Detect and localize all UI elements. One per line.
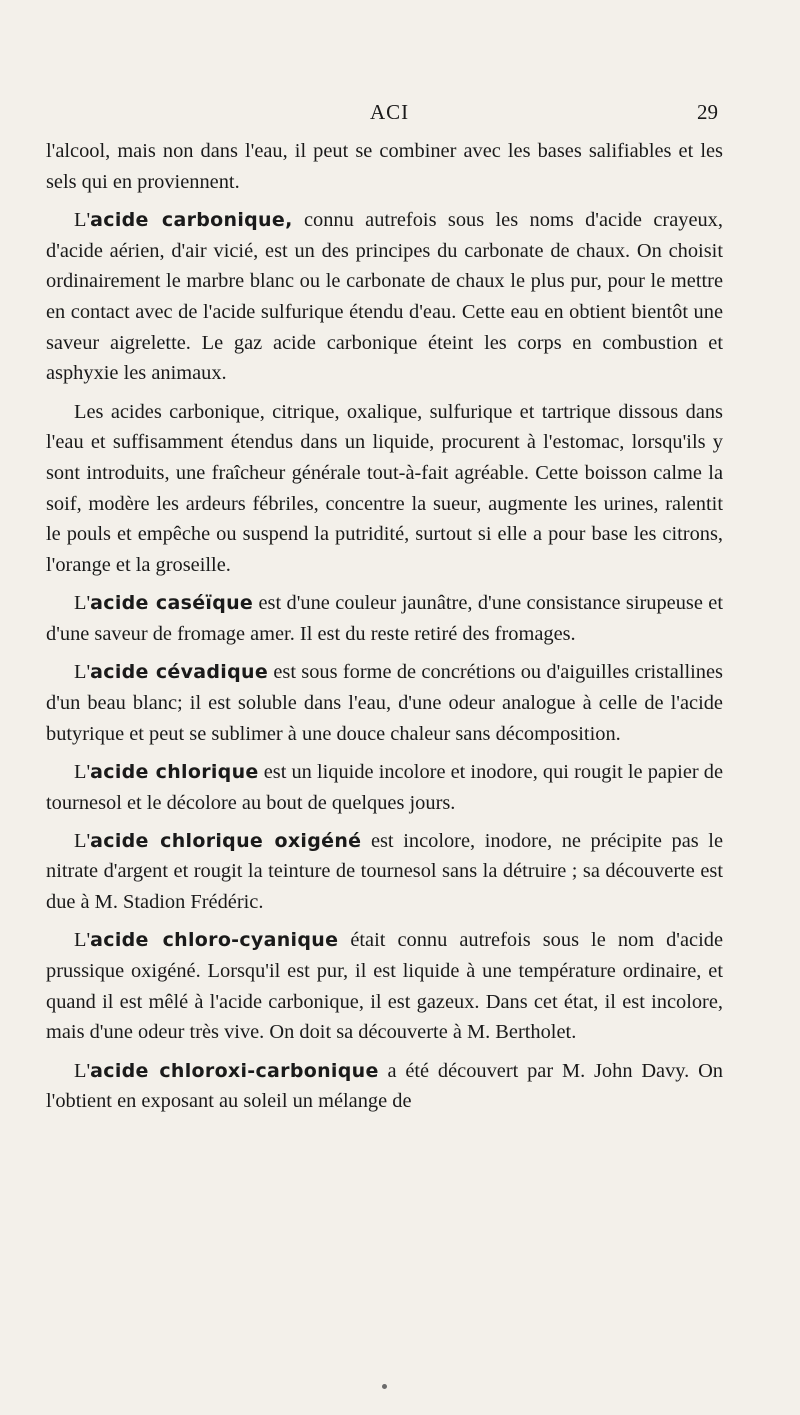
entry-article: L' (74, 1059, 91, 1082)
entry-article: L' (74, 929, 91, 952)
entry-text: a été découvert par M. John Davy. On l'obtient en exposant au soleil un mélange de (46, 1059, 723, 1113)
entry-term: acide caséïque (90, 592, 254, 615)
entry-text: était connu autrefois sous le nom d'acide prussique oxigéné. Lorsqu'il est pur, il est liquide à une température ordinaire, et quand il est mêlé à l'acide carbonique, il est gazeux. Dans cet état, il est incolore, mais d'une odeur très vive. On doit sa découverte à M. Bertholet. (46, 929, 723, 1044)
entry-acide-chlorique-oxigene (46, 826, 723, 918)
entry-acide-chloro-cyanique (46, 925, 723, 1048)
entry-article: L' (74, 208, 91, 231)
page-speck (382, 1384, 387, 1389)
entry-text: connu autrefois sous les noms d'acide crayeux, d'acide aérien, d'air vicié, est un des principes du carbonate de chaux. On choisit ordinairement le marbre blanc ou le carbonate de chaux le plus pur, pour le mettre en contact avec de l'acide sulfurique étendu d'eau. Cette eau en obtient bientôt une saveur aigrelette. Le gaz acide carbonique éteint les corps en combustion et asphyxie les animaux. (46, 208, 723, 385)
entry-term: acide chloro-cyanique (90, 929, 339, 952)
paragraph-text: Les acides carbonique, citrique, oxalique, sulfurique et tartrique dissous dans l'eau et suffisamment étendus dans un liquide, procurent à l'estomac, lorsqu'ils y sont introduits, une fraîcheur générale tout-à-fait agréable. Cette boisson calme la soif, modère les ardeurs fébriles, concentre la sueur, augmente les urines, ralentit le pouls et empêche ou suspend la putridité, surtout si elle a pour base les citrons, l'orange et la groseille. (46, 400, 723, 577)
entry-acide-chloroxi-carbonique (46, 1056, 723, 1117)
body-text (46, 136, 723, 1117)
entry-acide-chlorique (46, 757, 723, 818)
entry-term: acide chloroxi-carbonique (90, 1059, 379, 1082)
entry-term: acide carbonique, (90, 208, 293, 231)
entry-text: est incolore, inodore, ne précipite pas le nitrate d'argent et rougit la teinture de tournesol sans la détruire ; sa découverte est due à M. Stadion Frédéric. (46, 829, 723, 914)
running-head (0, 100, 800, 130)
entry-term: acide chlorique oxigéné (90, 829, 362, 852)
entry-acide-cevadique (46, 657, 723, 749)
entry-text: est un liquide incolore et inodore, qui rougit le papier de tournesol et le décolore au bout de quelques jours. (46, 760, 724, 814)
entry-acide-caseique (46, 588, 723, 649)
page-number: 29 (697, 100, 718, 124)
entry-text: est sous forme de concrétions ou d'aiguilles cristallines d'un beau blanc; il est soluble dans l'eau, d'une odeur analogue à celle de l'acide butyrique et peut se sublimer à une douce chaleur sans décomposition. (46, 661, 723, 745)
entry-text: est d'une couleur jaunâtre, d'une consistance sirupeuse et d'une saveur de fromage amer. Il est du reste retiré des fromages. (46, 592, 723, 646)
entry-acide-carbonique (46, 205, 723, 389)
entry-article: L' (74, 829, 91, 852)
entry-article: L' (74, 760, 91, 783)
entry-article: L' (74, 661, 91, 684)
paragraph-acides-boisson (46, 397, 723, 581)
entry-article: L' (74, 592, 91, 615)
paragraph-continuation (46, 136, 723, 197)
entry-term: acide cévadique (90, 661, 269, 684)
entry-term: acide chlorique (90, 760, 259, 783)
running-head-title: ACI (370, 100, 410, 124)
paragraph-text: l'alcool, mais non dans l'eau, il peut se combiner avec les bases salifiables et les sels qui en proviennent. (46, 140, 723, 193)
